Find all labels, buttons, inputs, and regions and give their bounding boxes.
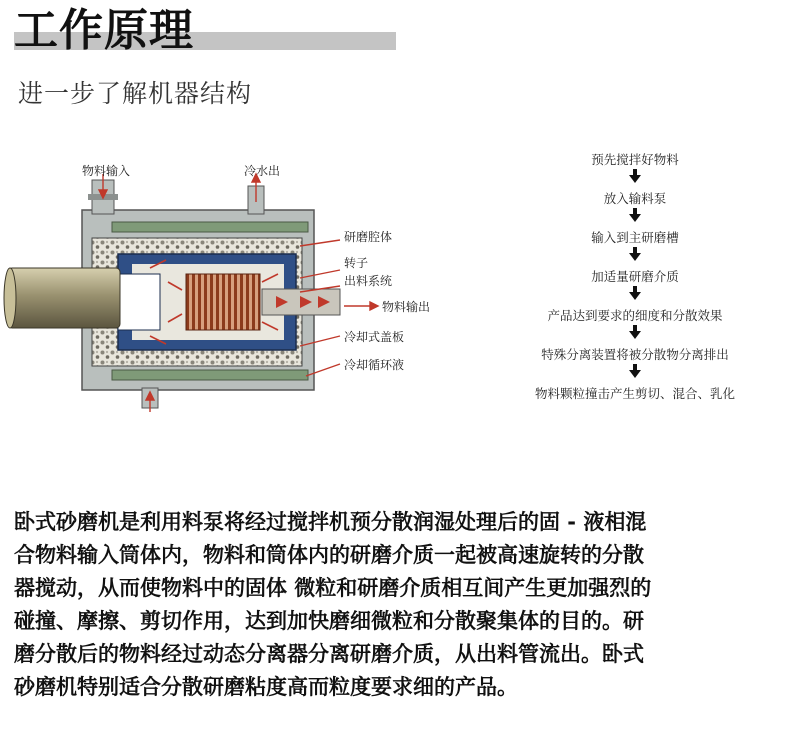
flow-step-2: 放入输料泵 bbox=[603, 191, 667, 206]
flow-arrow-down-icon bbox=[629, 286, 641, 300]
page-header bbox=[0, 0, 400, 56]
label-material-out: 物料输出 bbox=[382, 300, 431, 314]
flow-step-6: 特殊分离装置将被分散物分离排出 bbox=[541, 347, 729, 362]
shaft-opening bbox=[118, 274, 160, 330]
page-title: 工作原理 bbox=[14, 5, 194, 56]
drive-shaft bbox=[8, 268, 120, 328]
description-line: 合物料输入筒体内，物料和筒体内的研磨介质一起被高速旋转的分散 bbox=[14, 543, 644, 567]
description-line: 磨分散后的物料经过动态分离器分离研磨介质，从出料管流出。卧式 bbox=[14, 642, 644, 666]
description-line: 砂磨机特别适合分散研磨粘度高而粒度要求细的产品。 bbox=[14, 675, 518, 699]
machine-cross-section-diagram bbox=[0, 150, 460, 420]
cooling-channel-bottom bbox=[112, 370, 308, 380]
flow-step-1: 预先搅拌好物料 bbox=[591, 152, 679, 167]
description-line: 器搅动，从而使物料中的固体 微粒和研磨介质相互间产生更加强烈的 bbox=[14, 576, 652, 600]
flow-step-3: 输入到主研磨槽 bbox=[591, 230, 679, 245]
label-rotor: 转子 bbox=[344, 256, 369, 270]
cooling-channel-top bbox=[112, 222, 308, 232]
description-line: 卧式砂磨机是利用料泵将经过搅拌机预分散润湿处理后的固 - 液相混 bbox=[14, 510, 647, 534]
label-discharge-system: 出料系统 bbox=[344, 274, 393, 288]
description-paragraph bbox=[14, 506, 776, 704]
flow-arrow-down-icon bbox=[629, 325, 641, 339]
flow-arrow-down-icon bbox=[629, 364, 641, 378]
rotor-fins bbox=[186, 274, 260, 330]
page-subtitle: 进一步了解机器结构 bbox=[18, 79, 253, 108]
label-cooling-cover: 冷却式盖板 bbox=[344, 330, 405, 344]
label-cooling-liquid: 冷却循环液 bbox=[344, 358, 405, 372]
flow-arrow-down-icon bbox=[629, 169, 641, 183]
label-material-in: 物料输入 bbox=[82, 164, 131, 178]
label-grinding-chamber: 研磨腔体 bbox=[344, 230, 393, 244]
flow-arrow-down-icon bbox=[629, 247, 641, 261]
flow-arrow-down-icon bbox=[629, 208, 641, 222]
label-cooling-water-out: 冷水出 bbox=[244, 164, 281, 178]
flow-step-4: 加适量研磨介质 bbox=[591, 269, 679, 284]
flow-step-5: 产品达到要求的细度和分散效果 bbox=[547, 308, 723, 323]
flow-step-7: 物料颗粒撞击产生剪切、混合、乳化 bbox=[534, 386, 735, 401]
description-line: 碰撞、摩擦、剪切作用，达到加快磨细微粒和分散聚集体的目的。研 bbox=[14, 609, 644, 633]
